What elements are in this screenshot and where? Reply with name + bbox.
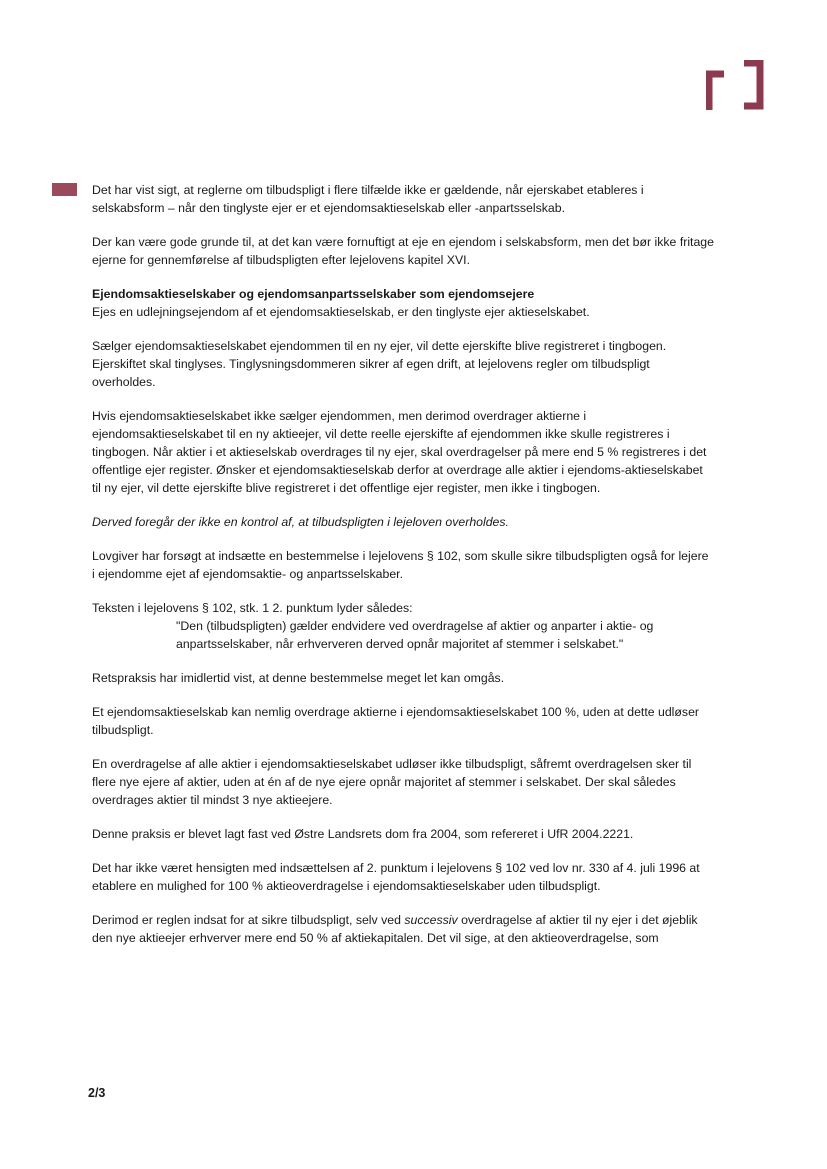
paragraph-6-italic: Derved foregår der ikke en kontrol af, at tilbudspligten i lejeloven overholdes. <box>92 515 509 529</box>
margin-marker <box>52 183 77 196</box>
paragraph-5: Hvis ejendomsaktieselskabet ikke sælger ejendommen, men derimod overdrager aktierne i ejendomsaktieselskabet til en ny aktieejer, vil dette reelle ejerskifte af ejendommen ikke skulle registreres i tingbogen. Når aktier i et aktieselskab overdrages til ny ejer, skal overdragelser på mere end 5 % registreres i det offentlige ejer register. Ønsker et ejendomsaktieselskab derfor at overdrage alle aktier i ejendoms-aktieselskabet til ny ejer, vil dette ejerskifte blive registreret i det offentlige ejer register, men ikke i tingbogen. <box>92 409 707 495</box>
corner-bracket-logo-icon <box>706 60 764 110</box>
quote-intro: Teksten i lejelovens § 102, stk. 1 2. punktum lyder således: <box>92 601 413 615</box>
law-quote: "Den (tilbudspligten) gælder endvidere ved overdragelse af aktier og anparter i aktie- og anpartsselskaber, når erhververen derved opnår majoritet af stemmer i selskabet." <box>176 619 654 651</box>
paragraph-1: Det har vist sigt, at reglerne om tilbudspligt i flere tilfælde ikke er gældende, når ejerskabet etableres i selskabsform – når den tinglyste ejer er et ejendomsaktieselskab eller -anpartsselskab. <box>92 183 644 215</box>
paragraph-11: En overdragelse af alle aktier i ejendomsaktieselskabet udløser ikke tilbudspligt, såfremt overdragelsen sker til flere nye ejere af aktier, uden at én af de nye ejere opnår majoritet af stemmer i selskabet. Der skal således overdrages aktier til mindst 3 nye aktieejere. <box>92 757 692 807</box>
paragraph-12: Denne praksis er blevet lagt fast ved Østre Landsrets dom fra 2004, som refereret i UfR 2004.2221. <box>92 827 634 841</box>
section-heading: Ejendomsaktieselskaber og ejendomsanpartsselskaber som ejendomsejere <box>92 287 535 301</box>
paragraph-13: Det har ikke været hensigten med indsættelsen af 2. punktum i lejelovens § 102 ved lov nr. 330 af 4. juli 1996 at etablere en mulighed for 100 % aktieoverdragelse i ejendomsaktieselskaber uden tilbudspligt. <box>92 861 700 893</box>
paragraph-2: Der kan være gode grunde til, at det kan være fornuftigt at eje en ejendom i selskabsform, men det bør ikke fritage ejerne for gennemførelse af tilbudspligten efter lejelovens kapitel XVI. <box>92 235 714 267</box>
paragraph-7: Lovgiver har forsøgt at indsætte en bestemmelse i lejelovens § 102, som skulle sikre tilbudspligten også for lejere i ejendomme ejet af ejendomsaktie- og anpartsselskaber. <box>92 549 709 581</box>
page-number: 2/3 <box>88 1086 106 1100</box>
document-body <box>92 181 714 963</box>
paragraph-14-part-a: Derimod er reglen indsat for at sikre tilbudspligt, selv ved <box>92 913 405 927</box>
paragraph-14-italic: successiv <box>404 913 458 927</box>
paragraph-9: Retspraksis har imidlertid vist, at denne bestemmelse meget let kan omgås. <box>92 671 505 685</box>
paragraph-4: Sælger ejendomsaktieselskabet ejendommen til en ny ejer, vil dette ejerskifte blive registreret i tingbogen. Ejerskiftet skal tinglyses. Tinglysningsdommeren sikrer af egen drift, at lejelovens regler om tilbudspligt overholdes. <box>92 339 667 389</box>
paragraph-10: Et ejendomsaktieselskab kan nemlig overdrage aktierne i ejendomsaktieselskabet 100 %, uden at dette udløser tilbudspligt. <box>92 705 699 737</box>
paragraph-3: Ejes en udlejningsejendom af et ejendomsaktieselskab, er den tinglyste ejer aktieselskabet. <box>92 305 590 319</box>
paragraph-14-part-b: overdragelse af aktier til ny ejer i det øjeblik den nye aktieejer erhverver mere end 50 % af aktiekapitalen. Det vil sige, at den aktieoverdragelse, som <box>92 913 698 945</box>
paragraph-14 <box>92 911 714 947</box>
